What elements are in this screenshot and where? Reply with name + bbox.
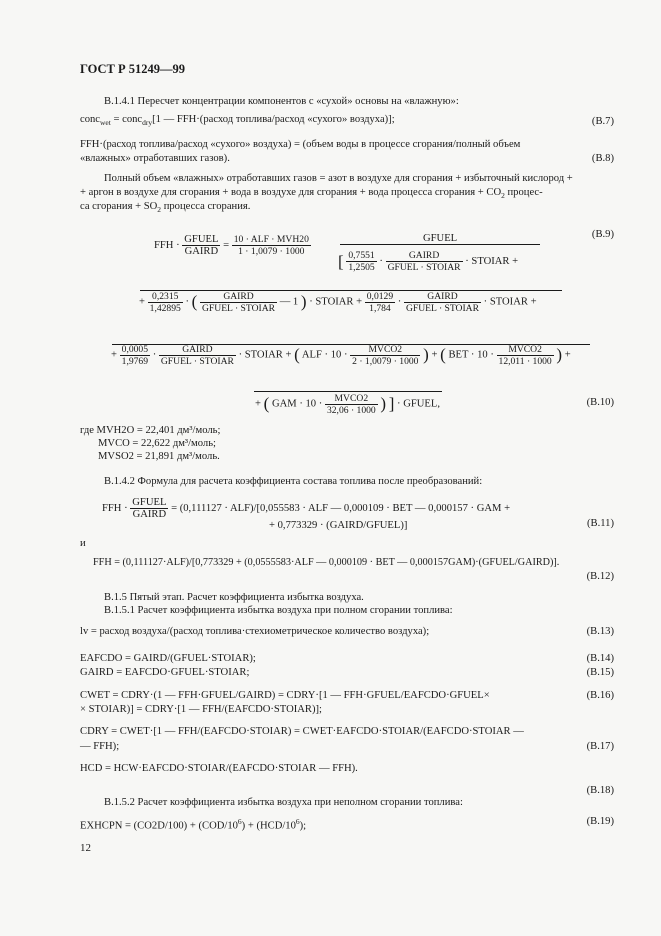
section-heading: В.1.5.2 Расчет коэффициента избытка воздуха при неполном сгорании топлива: bbox=[104, 797, 463, 808]
equation-number: (В.12) bbox=[586, 571, 614, 582]
equation-number: (В.8) bbox=[591, 153, 614, 164]
equation-b13: lv = расход воздуха/(расход топлива·стехиометрическое количество воздуха); bbox=[80, 626, 430, 637]
document-title: ГОСТ Р 51249—99 bbox=[80, 62, 186, 76]
equation-number: (В.14) bbox=[586, 653, 614, 664]
equation-b10-row4: + ( GAM · 10 · $\frac{\text{MVCO2}}{32,06 \cdot 1000}$ ) ] · GFUEL, bbox=[255, 392, 440, 416]
equation-b10-row1: FFH · $\frac{\text{GFUEL}}{\text{GAIRD}}$ = $\frac{\text{10 · ALF · MVH20}}{1 \cdot 1,0079 \cdot 1000}$ bbox=[154, 234, 309, 258]
equation-b11-line1: FFH · $\frac{\text{GFUEL}}{\text{GAIRD}}$ = (0,111127 · ALF)/[0,055583 · ALF — 0,000109 · BET — 0,000157 · GAM + bbox=[102, 497, 511, 521]
equation-number: (В.7) bbox=[591, 116, 614, 127]
equation-number: (В.10) bbox=[586, 397, 614, 408]
equation-number: (В.13) bbox=[586, 626, 614, 637]
equation-b9-line3: са сгорания + $SO_2$ процесса сгорания. bbox=[80, 201, 251, 215]
equation-b14: EAFCDO = GAIRD/(GFUEL·STOIAR); bbox=[80, 653, 256, 664]
where-line: где MVH2O = 22,401 дм³/моль; bbox=[80, 425, 221, 436]
frac-numerator: GFUEL bbox=[423, 233, 458, 244]
equation-number: (В.9) bbox=[591, 229, 614, 240]
equation-b12: FFH = (0,111127·ALF)/[0,773329 + (0,0555583·ALF — 0,000109 · BET — 0,000157GAM)·(GFUEL/GAIRD)]. bbox=[93, 557, 560, 568]
conjunction: и bbox=[80, 538, 86, 549]
equation-b18: HCD = HCW·EAFCDO·STOIAR/(EAFCDO·STOIAR — FFH). bbox=[80, 763, 358, 774]
equation-b7: conc$_{wet}$ = conc$_{dry}$[1 — FFH·(расход топлива/расход «сухого» воздуха)]; bbox=[80, 114, 395, 128]
equation-b17-line2: — FFH); bbox=[80, 741, 120, 752]
equation-b16-line1: CWET = CDRY·(1 — FFH·GFUEL/GAIRD) = CDRY·[1 — FFH·GFUEL/EAFCDO·GFUEL× bbox=[80, 690, 490, 701]
equation-b9-line2: + аргон в воздухе для сгорания + вода в воздухе для сгорания + вода процесса сгорания + $CO_2$ процес- bbox=[80, 187, 543, 201]
equation-b11-line2: + 0,773329 · (GAIRD/GFUEL)] bbox=[269, 520, 408, 531]
equation-b10-row2: + $\frac{0,2315}{1,42895}$ · ( $\frac{\text{GAIRD}}{\text{GFUEL · STOIAR}}$ — 1 ) · STOIAR + $\frac{0,0129}{1,784}$ · $\frac{\text{GAIRD}}{\text{GFUEL · STOIAR}}$ · STOIAR + bbox=[139, 290, 537, 314]
equation-number: (В.15) bbox=[586, 667, 614, 678]
where-line: MVSO2 = 21,891 дм³/моль. bbox=[98, 451, 220, 462]
section-heading: В.1.4.2 Формула для расчета коэффициента состава топлива после преобразований: bbox=[104, 476, 483, 487]
equation-b15: GAIRD = EAFCDO·GFUEL·STOIAR; bbox=[80, 667, 250, 678]
equation-number: (В.16) bbox=[586, 690, 614, 701]
page-number: 12 bbox=[80, 842, 91, 854]
where-line: MVCO = 22,622 дм³/моль; bbox=[98, 438, 216, 449]
equation-b8-line2: «влажных» отработавших газов). bbox=[80, 153, 230, 164]
equation-b17-line1: CDRY = CWET·[1 — FFH/(EAFCDO·STOIAR) = CWET·EAFCDO·STOIAR/(EAFCDO·STOIAR — bbox=[80, 726, 524, 737]
equation-number: (В.19) bbox=[586, 816, 614, 827]
equation-number: (В.18) bbox=[586, 785, 614, 796]
equation-b19: EXHCPN = $(CO2D/100) + (COD/10^6) + (HCD/10^6)$; bbox=[80, 817, 307, 832]
equation-b16-line2: × STOIAR)] = CDRY·[1 — FFH/(EAFCDO·STOIAR)]; bbox=[80, 704, 322, 715]
equation-b10-row3: + $\frac{0,0005}{1,9769}$ · $\frac{\text{GAIRD}}{\text{GFUEL · STOIAR}}$ · STOIAR + ( ALF · 10 · $\frac{\text{MVCO2}}{2 \cdot 1,0079 \cdot 1000}$ ) + ( BET · 10 · $\frac{\text{MVCO2}}{12,011 \cdot 1000}$ ) + bbox=[111, 343, 571, 367]
equation-number: (В.11) bbox=[587, 518, 614, 529]
section-heading: В.1.5.1 Расчет коэффициента избытка воздуха при полном сгорании топлива: bbox=[104, 605, 453, 616]
section-heading: В.1.4.1 Пересчет концентрации компонентов с «сухой» основы на «влажную»: bbox=[104, 96, 459, 107]
equation-number: (В.17) bbox=[586, 741, 614, 752]
equation-b8-line1: FFH·(расход топлива/расход «сухого» воздуха) = (объем воды в процессе сгорания/полный объем bbox=[80, 139, 521, 150]
section-heading: В.1.5 Пятый этап. Расчет коэффициента избытка воздуха. bbox=[104, 592, 364, 603]
equation-b9-line1: Полный объем «влажных» отработавших газов = азот в воздухе для сгорания + избыточный кислород + bbox=[104, 173, 573, 184]
equation-b10-row1-denominator: [ $\frac{0,7551}{1,2505}$ · $\frac{\text{GAIRD}}{\text{GFUEL · STOIAR}}$ · STOIAR + bbox=[338, 250, 519, 273]
